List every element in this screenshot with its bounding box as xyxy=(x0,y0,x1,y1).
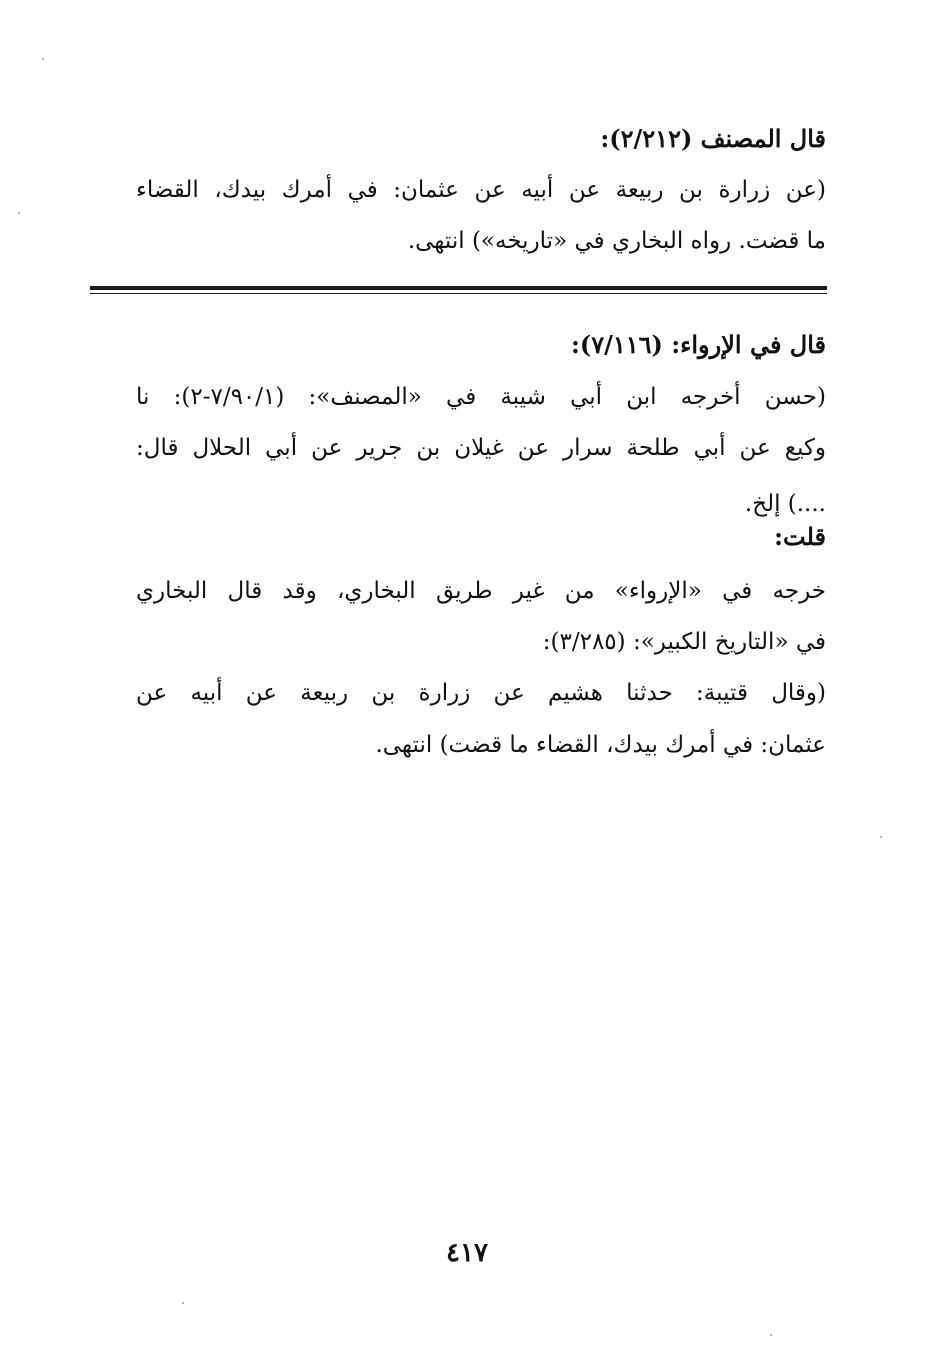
scan-speck xyxy=(18,212,20,214)
text-line: ....) إلخ. xyxy=(744,491,826,517)
text-line: عثمان: في أمرك بيدك، القضاء ما قضت) انتهى. xyxy=(375,732,826,758)
separator-rule-thin xyxy=(90,293,827,294)
section-heading-musannaf: قال المصنف (٢/٢١٢): xyxy=(600,124,826,153)
text-line: خرجه في «الإرواء» من غير طريق البخاري، وقد قال البخاري xyxy=(136,578,826,604)
separator-rule-thick xyxy=(90,286,827,290)
text-line: وكيع عن أبي طلحة سرار عن غيلان بن جرير عن أبي الحلال قال: xyxy=(136,435,826,461)
section-heading-irwa: قال في الإرواء: (٧/١١٦): xyxy=(570,330,826,359)
text-line: ما قضت. رواه البخاري في «تاريخه») انتهى. xyxy=(407,228,826,254)
scan-speck xyxy=(770,1334,772,1336)
scan-speck xyxy=(182,1302,184,1304)
text-line: (حسن أخرجه ابن أبي شيبة في «المصنف»: (٧/٩٠/١-٢): نا xyxy=(136,384,826,410)
scan-speck xyxy=(880,836,882,838)
text-line: في «التاريخ الكبير»: (٣/٢٨٥): xyxy=(542,629,826,655)
text-line: (عن زرارة بن ربيعة عن أبيه عن عثمان: في أمرك بيدك، القضاء xyxy=(136,177,826,203)
section-heading-qultu: قلت: xyxy=(774,522,826,551)
scan-speck xyxy=(42,58,44,60)
page-number: ٤١٧ xyxy=(446,1238,488,1268)
text-line: (وقال قتيبة: حدثنا هشيم عن زرارة بن ربيعة عن أبيه عن xyxy=(136,680,826,706)
